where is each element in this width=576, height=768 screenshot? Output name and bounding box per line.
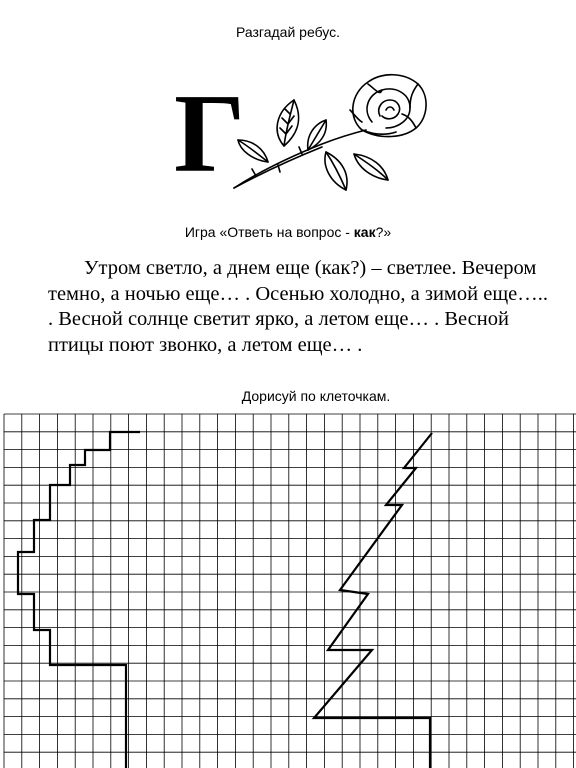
rebus-picture <box>170 70 430 210</box>
game-title-bold: как <box>353 224 376 240</box>
game-text-block <box>48 256 558 358</box>
grid-task-title: Дорисуй по клеточкам. <box>241 388 391 404</box>
right-shape-path <box>314 433 432 768</box>
rose-icon <box>222 70 430 200</box>
drawing-grid <box>0 410 576 768</box>
game-title-prefix: Игра «Ответь на вопрос - <box>184 224 354 240</box>
left-shape-path <box>18 432 140 768</box>
rebus-letter: Г <box>174 72 246 196</box>
game-title-suffix: ?» <box>375 224 392 240</box>
rebus-title: Разгадай ребус. <box>235 24 341 40</box>
game-title <box>0 224 576 240</box>
game-text: Утром светло, а днем еще (как?) – светлее. Вечером темно, а ночью еще… . Осенью холодно, а зимой еще….. . Весной солнце светит ярко, а летом еще… . Весной птицы поют звонко, а летом еще… . <box>48 257 548 356</box>
grid-lines <box>4 414 576 768</box>
